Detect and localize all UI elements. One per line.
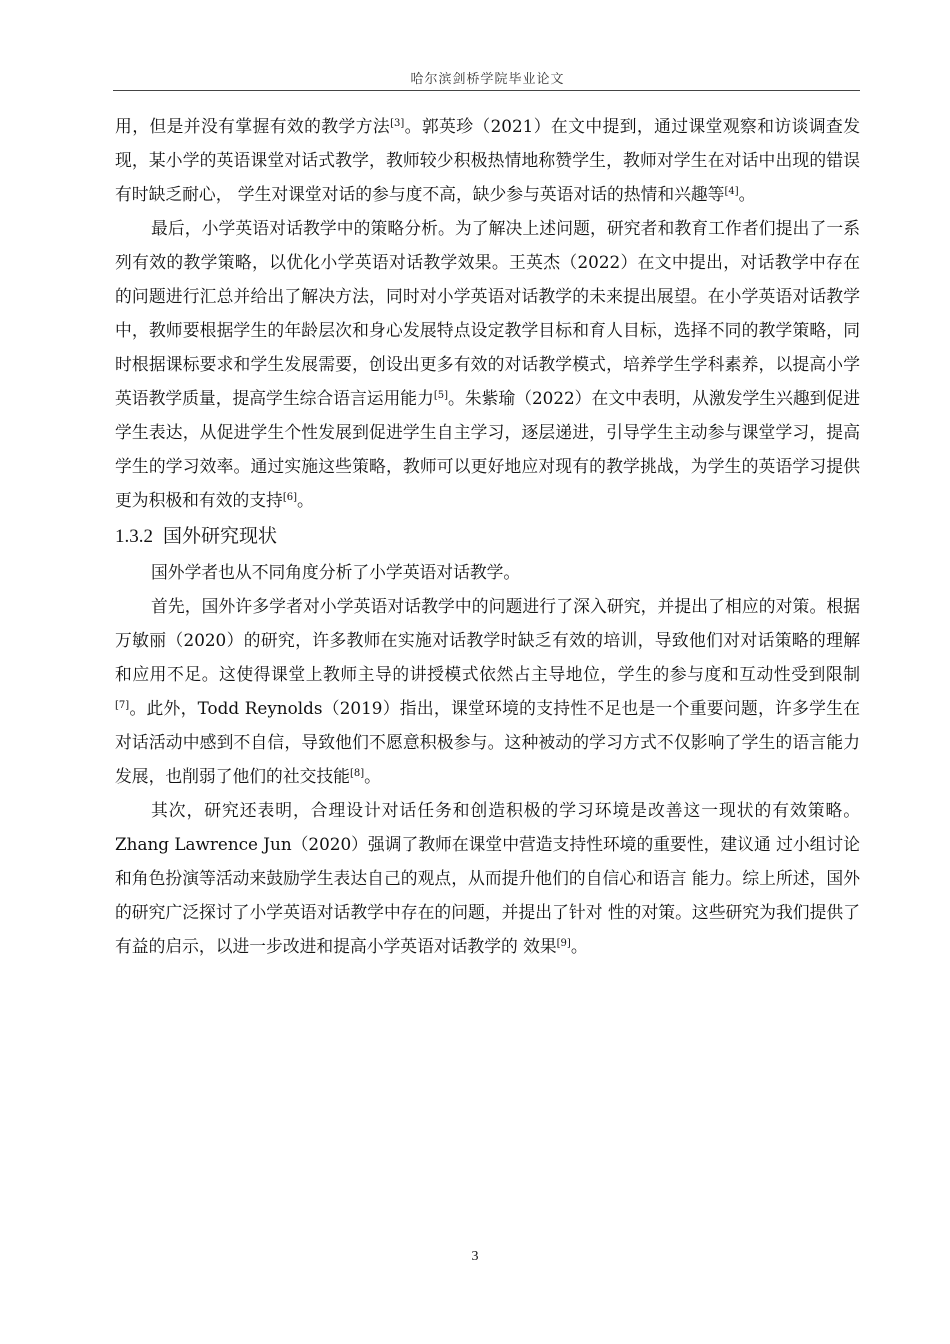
text-run: 。: [570, 936, 588, 956]
paragraph-2: [115, 211, 860, 517]
paragraph-5: [115, 793, 860, 963]
citation: [4]: [724, 186, 739, 197]
text-run: 。此外，Todd Reynolds（2019）指出，课堂环境的支持性不足也是一个重要问题，许多学生在对话活动中感到不自信，导致他们不愿意积极参与。这种被动的学习方式不仅影响了学生的语言能力发展，也削弱了他们的社交技能: [115, 698, 860, 786]
page-header: 哈尔滨剑桥学院毕业论文: [410, 72, 565, 87]
text-run: 首先，国外许多学者对小学英语对话教学中的问题进行了深入研究，并提出了相应的对策。根据万敏丽（2020）的研究，许多教师在实施对话教学时缺乏有效的培训，导致他们对对话策略的理解和应用不足。这使得课堂上教师主导的讲授模式依然占主导地位，学生的参与度和互动性受到限制: [115, 596, 860, 684]
citation: [6]: [282, 492, 297, 503]
section-heading: [115, 517, 860, 555]
citation: [9]: [556, 938, 571, 949]
citation: [7]: [115, 700, 130, 711]
text-run: 。: [738, 184, 756, 204]
citation: [8]: [349, 768, 365, 779]
paragraph-4: [115, 589, 860, 793]
paragraph-3: [115, 555, 860, 589]
page-number: 3: [471, 1249, 479, 1264]
section-number: 1.3.2: [115, 526, 153, 547]
paragraph-1: [115, 109, 860, 211]
section-title: 国外研究现状: [163, 525, 278, 547]
header-rule: [113, 90, 860, 91]
text-run: 。朱紫瑜（2022）在文中表明，从激发学生兴趣到促进学生表达，从促进学生个性发展到促进学生自主学习，逐层递进，引导学生主动参与课堂学习，提高学生的学习效率。通过实施这些策略，教师可以更好地应对现有的教学挑战，为学生的英语学习提供更为积极和有效的支持: [115, 388, 860, 510]
citation: [5]: [433, 390, 449, 401]
text-run: 其次，研究还表明，合理设计对话任务和创造积极的学习环境是改善这一现状的有效策略。Zhang Lawrence Jun（2020）强调了教师在课堂中营造支持性环境的重要性，建议通 过小组讨论和角色扮演等活动来鼓励学生表达自己的观点，从而提升他们的自信心和语言 能力。综上所述，国外的研究广泛探讨了小学英语对话教学中存在的问题，并提出了针对 性的对策。这些研究为我们提供了有益的启示，以进一步改进和提高小学英语对话教学的 效果: [115, 800, 860, 956]
text-run: 最后，小学英语对话教学中的策略分析。为了解决上述问题，研究者和教育工作者们提出了一系列有效的教学策略，以优化小学英语对话教学效果。王英杰（2022）在文中提出，对话教学中存在的问题进行汇总并给出了解决方法，同时对小学英语对话教学的未来提出展望。在小学英语对话教学中，教师要根据学生的年龄层次和身心发展特点设定教学目标和育人目标，选择不同的教学策略，同时根据课标要求和学生发展需要，创设出更多有效的对话教学模式，培养学生学科素养，以提高小学英语教学质量，提高学生综合语言运用能力: [115, 218, 860, 408]
text-run: 国外学者也从不同角度分析了小学英语对话教学。: [151, 562, 521, 582]
text-run: 。: [364, 766, 381, 786]
text-run: 用，但是并没有掌握有效的教学方法: [115, 116, 391, 136]
text-run: 。: [297, 490, 314, 510]
body-text: [115, 109, 860, 963]
text-run: 。郭英珍（2021）在文中提到，通过课堂观察和访谈调查发现，某小学的英语课堂对话式教学，教师较少积极热情地称赞学生，教师对学生在对话中出现的错误有时缺乏耐心， 学生对课堂对话的参与度不高，缺少参与英语对话的热情和兴趣等: [115, 116, 860, 204]
citation: [3]: [390, 118, 405, 129]
